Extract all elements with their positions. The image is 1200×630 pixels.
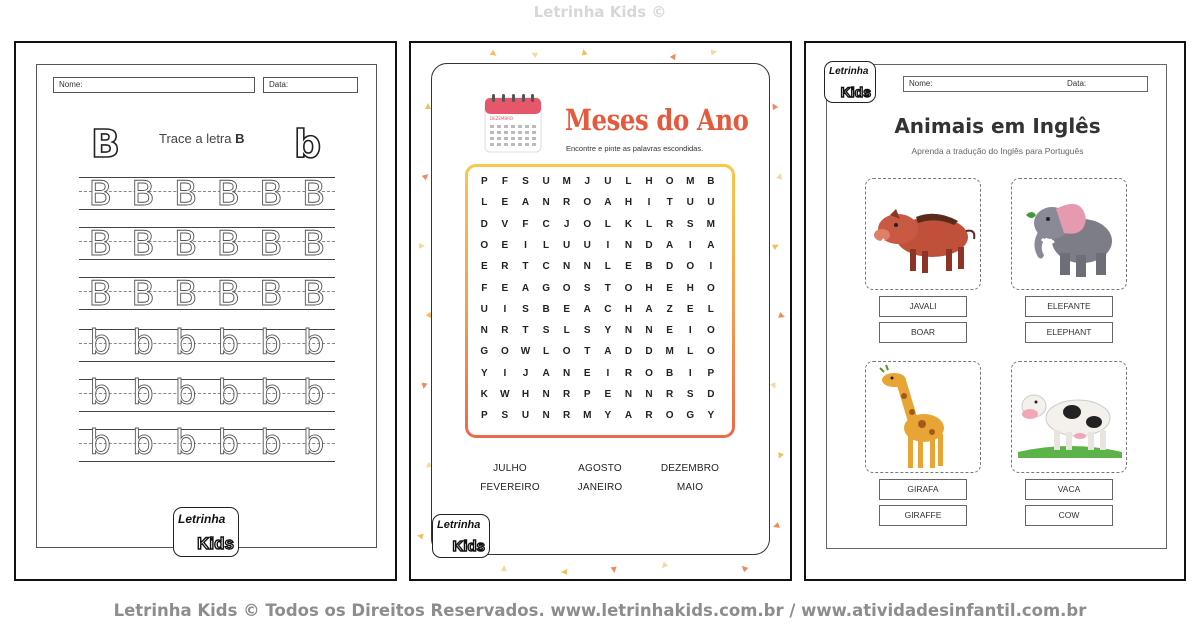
grid-letter[interactable]: O (624, 282, 633, 294)
trace-letter: B (131, 274, 155, 314)
worksheet-frame (36, 64, 377, 553)
grid-letter[interactable]: M (686, 176, 695, 187)
grid-letter[interactable]: E (666, 325, 673, 337)
grid-letter[interactable]: M (583, 410, 592, 422)
page-subtitle: Aprenda a tradução do Inglês para Português (911, 146, 1084, 156)
grid-letter[interactable]: O (706, 346, 715, 358)
grid-letter[interactable]: L (481, 197, 488, 209)
grid-letter[interactable]: D (645, 346, 653, 358)
grid-letter[interactable]: U (583, 239, 591, 251)
confetti-triangle (419, 243, 425, 249)
grid-letter[interactable]: M (562, 176, 571, 187)
trace-letter: b (132, 373, 154, 413)
grid-letter[interactable]: H (624, 303, 633, 315)
grid-letter[interactable]: D (624, 346, 633, 358)
grid-letter[interactable]: N (624, 239, 633, 251)
trace-letter: B (259, 274, 283, 314)
grid-letter[interactable]: S (522, 303, 529, 315)
confetti-triangle (416, 532, 423, 539)
grid-letter[interactable]: R (563, 410, 571, 422)
grid-letter[interactable]: L (687, 346, 694, 358)
grid-letter[interactable]: L (543, 346, 550, 358)
grid-letter[interactable]: A (521, 282, 530, 294)
grid-letter[interactable]: D (666, 261, 674, 273)
grid-row (474, 176, 721, 187)
trace-row (79, 323, 335, 369)
grid-letter[interactable]: S (583, 282, 591, 294)
grid-letter[interactable]: H (645, 176, 653, 187)
trace-letter: B (301, 174, 326, 214)
word-search-grid (465, 164, 735, 438)
grid-letter[interactable]: I (606, 367, 610, 379)
label-en-elephant: ELEPHANT (1025, 322, 1113, 343)
animal-card-cow (1011, 361, 1127, 473)
trace-letter: B (301, 224, 326, 264)
grid-row (474, 410, 721, 421)
grid-letter[interactable]: R (645, 410, 653, 422)
grid-letter[interactable]: U (563, 239, 571, 251)
grid-letter[interactable]: U (707, 197, 715, 209)
grid-letter[interactable]: O (665, 176, 674, 187)
grid-letter[interactable]: I (688, 325, 692, 337)
grid-letter[interactable]: T (666, 197, 673, 209)
trace-letter: B (88, 224, 112, 264)
grid-letter[interactable]: I (647, 197, 651, 209)
confetti-triangle (772, 522, 780, 530)
grid-letter[interactable]: S (542, 325, 550, 337)
grid-row (474, 283, 721, 294)
grid-letter[interactable]: L (604, 261, 611, 273)
trace-letter: b (132, 323, 154, 363)
grid-letter[interactable]: L (645, 218, 653, 230)
grid-letter[interactable]: S (522, 176, 529, 187)
grid-letter[interactable]: E (686, 303, 694, 315)
confetti-triangle (776, 172, 783, 179)
grid-row (474, 368, 721, 379)
word-item: JANEIRO (577, 482, 623, 493)
trace-letter: b (89, 423, 112, 463)
grid-letter[interactable]: O (706, 325, 715, 337)
confetti-triangle (740, 564, 748, 572)
grid-row (474, 346, 721, 357)
grid-row (474, 325, 721, 336)
page-title: Meses do Ano (565, 103, 749, 137)
trace-letter: B (259, 224, 283, 264)
grid-letter[interactable]: N (542, 197, 550, 209)
grid-letter[interactable]: U (521, 410, 530, 422)
word-item: JULHO (493, 463, 527, 474)
page-title: Animais em Inglês (894, 114, 1101, 138)
grid-letter[interactable]: A (645, 303, 653, 315)
trace-letter: B (301, 274, 326, 314)
trace-letter: b (217, 323, 240, 363)
label-pt-elephant: ELEFANTE (1025, 296, 1113, 317)
grid-row (474, 389, 721, 400)
grid-letter[interactable]: L (625, 176, 632, 187)
grid-letter[interactable]: R (624, 367, 633, 379)
trace-letter: b (89, 373, 112, 413)
grid-letter[interactable]: T (604, 282, 611, 294)
grid-letter[interactable]: L (707, 303, 714, 315)
grid-letter[interactable]: O (706, 282, 715, 294)
confetti-triangle (660, 562, 668, 570)
grid-letter[interactable]: N (542, 410, 550, 422)
animal-card-elephant (1011, 178, 1127, 290)
grid-letter[interactable]: K (480, 389, 488, 400)
grid-row (474, 219, 721, 230)
grid-letter[interactable]: N (624, 325, 633, 337)
grid-letter[interactable]: F (501, 176, 508, 187)
grid-letter[interactable]: H (521, 389, 530, 400)
letrinha-kids-logo: Letrinha Kids (173, 507, 239, 557)
grid-letter[interactable]: A (604, 197, 612, 209)
grid-letter[interactable]: N (645, 389, 653, 400)
grid-letter[interactable]: R (501, 325, 509, 337)
grid-letter[interactable]: V (501, 218, 509, 230)
confetti-triangle (778, 312, 786, 320)
confetti-triangle (580, 48, 587, 55)
trace-letter: B (216, 174, 240, 214)
trace-letter: b (174, 373, 197, 413)
grid-letter[interactable]: A (666, 239, 674, 251)
grid-letter[interactable]: B (645, 261, 653, 273)
trace-letter: B (131, 224, 155, 264)
grid-letter[interactable]: I (688, 367, 692, 379)
grid-letter[interactable]: Y (480, 367, 488, 379)
label-en-boar: BOAR (879, 322, 967, 343)
trace-letter: b (132, 423, 154, 463)
grid-letter[interactable]: B (666, 367, 674, 379)
grid-letter[interactable]: E (666, 282, 673, 294)
grid-letter[interactable]: H (624, 197, 633, 209)
confetti-triangle (501, 565, 507, 571)
label-pt-cow: VACA (1025, 479, 1113, 500)
svg-text:DEZEMBRO: DEZEMBRO (490, 116, 513, 121)
grid-letter[interactable]: I (503, 367, 507, 379)
grid-letter[interactable]: U (686, 197, 694, 209)
grid-letter[interactable]: K (624, 218, 633, 230)
worksheet-animals-english[interactable] (804, 41, 1186, 581)
grid-letter[interactable]: N (563, 367, 571, 379)
grid-letter[interactable]: B (707, 176, 715, 187)
grid-letter[interactable]: P (707, 367, 715, 379)
trace-letter: B (173, 224, 198, 264)
confetti-triangle (421, 383, 428, 390)
grid-letter[interactable]: E (501, 282, 509, 294)
trace-letter: b (89, 323, 112, 363)
trace-letter: B (216, 224, 240, 264)
grid-letter[interactable]: H (686, 282, 694, 294)
grid-letter[interactable]: I (709, 261, 713, 273)
grid-letter[interactable]: E (480, 261, 488, 273)
grid-letter[interactable]: C (542, 261, 550, 273)
trace-letter: b (260, 373, 282, 413)
grid-letter[interactable]: R (666, 218, 674, 230)
calendar-icon (484, 92, 542, 154)
grid-letter[interactable]: N (583, 261, 591, 273)
grid-letter[interactable]: R (666, 389, 674, 400)
grid-letter[interactable]: J (522, 367, 529, 379)
grid-letter[interactable]: Y (604, 325, 612, 337)
confetti-triangle (770, 382, 778, 390)
label-pt-giraffe: GIRAFA (879, 479, 967, 500)
grid-letter[interactable]: T (522, 261, 529, 273)
worksheet-letter-tracing[interactable] (14, 41, 397, 581)
grid-letter[interactable]: G (542, 282, 550, 294)
grid-letter[interactable]: I (503, 303, 507, 315)
grid-letter[interactable]: Y (604, 410, 612, 422)
trace-row (79, 224, 335, 267)
grid-letter[interactable]: D (707, 389, 715, 400)
word-item: FEVEREIRO (480, 482, 540, 493)
grid-letter[interactable]: L (543, 239, 550, 251)
worksheet-frame (826, 64, 1167, 549)
page-subtitle: Encontre e pinte as palavras escondidas. (566, 144, 704, 153)
uppercase-letter: B (91, 122, 120, 166)
grid-letter[interactable]: L (604, 218, 611, 230)
grid-row (474, 304, 721, 315)
confetti-triangle (490, 50, 498, 58)
grid-letter[interactable]: O (583, 218, 592, 230)
grid-letter[interactable]: O (480, 239, 489, 251)
grid-letter[interactable]: F (481, 282, 488, 294)
grid-letter[interactable]: R (563, 197, 571, 209)
trace-row (79, 274, 335, 317)
worksheet-frame (431, 63, 770, 555)
grid-letter[interactable]: E (625, 261, 632, 273)
label-pt-boar: JAVALI (879, 296, 967, 317)
grid-letter[interactable]: N (645, 325, 653, 337)
confetti-triangle (710, 48, 717, 55)
cow-icon (1012, 362, 1128, 474)
grid-letter[interactable]: T (584, 346, 591, 358)
trace-letter: B (88, 174, 112, 214)
elephant-icon (1012, 179, 1128, 291)
letrinha-kids-logo: Letrinha Kids (824, 61, 876, 103)
worksheet-word-search[interactable] (409, 41, 792, 581)
grid-letter[interactable]: Z (666, 303, 673, 315)
word-item: AGOSTO (578, 463, 622, 474)
trace-letter: B (173, 274, 198, 314)
watermark: Letrinha Kids © (533, 3, 667, 21)
grid-letter[interactable]: O (686, 261, 695, 273)
name-date-field: Nome: Data: (903, 76, 1148, 92)
grid-letter[interactable]: R (563, 389, 571, 400)
grid-letter[interactable]: N (542, 389, 550, 400)
grid-letter[interactable]: I (688, 239, 692, 251)
grid-letter[interactable]: E (583, 367, 591, 379)
grid-letter[interactable]: D (480, 218, 488, 230)
grid-letter[interactable]: I (524, 239, 527, 251)
trace-letter: B (259, 174, 283, 214)
trace-letter: B (88, 274, 112, 314)
grid-letter[interactable]: I (606, 239, 610, 251)
grid-letter[interactable]: O (665, 410, 674, 422)
grid-letter[interactable]: E (604, 389, 612, 400)
trace-letter: b (174, 323, 197, 363)
grid-letter[interactable]: M (706, 218, 715, 230)
grid-letter[interactable]: E (501, 239, 509, 251)
confetti-triangle (770, 102, 778, 110)
grid-letter[interactable]: G (480, 346, 489, 358)
grid-letter[interactable]: R (501, 261, 509, 273)
confetti-triangle (776, 452, 784, 460)
grid-letter[interactable]: C (604, 303, 612, 315)
animal-card-boar (865, 178, 981, 290)
grid-row (474, 197, 721, 208)
grid-letter[interactable]: S (583, 325, 591, 337)
trace-row (79, 423, 335, 469)
word-list (465, 463, 735, 493)
grid-letter[interactable]: C (542, 218, 550, 230)
grid-letter[interactable]: L (563, 325, 570, 337)
confetti-triangle (530, 50, 538, 58)
grid-row (474, 261, 721, 272)
grid-letter[interactable]: N (563, 261, 571, 273)
animal-card-giraffe (865, 361, 981, 473)
grid-letter[interactable]: O (562, 346, 571, 358)
grid-letter[interactable]: S (501, 410, 509, 422)
trace-letter: b (302, 423, 325, 463)
confetti-triangle (422, 172, 430, 180)
grid-letter[interactable]: A (604, 346, 612, 358)
confetti-triangle (611, 567, 618, 574)
grid-letter[interactable]: N (480, 325, 488, 337)
grid-letter[interactable]: G (686, 410, 695, 422)
trace-row (79, 174, 335, 217)
grid-letter[interactable]: E (501, 197, 509, 209)
boar-icon (866, 179, 982, 291)
grid-letter[interactable]: H (645, 282, 653, 294)
trace-letter: b (260, 423, 282, 463)
trace-letter: B (173, 174, 198, 214)
trace-letter: B (216, 274, 240, 314)
grid-letter[interactable]: P (583, 389, 591, 400)
grid-letter[interactable]: A (707, 239, 715, 251)
word-item: DEZEMBRO (660, 463, 720, 474)
copyright-footer: Letrinha Kids © Todos os Direitos Reservados. www.letrinhakids.com.br / www.atividadesinfantil.com.br (113, 601, 1087, 620)
grid-letter[interactable]: F (522, 218, 529, 230)
trace-row (79, 373, 335, 419)
grid-letter[interactable]: D (645, 239, 653, 251)
label-en-giraffe: GIRAFFE (879, 505, 967, 526)
grid-letter[interactable]: B (542, 303, 550, 315)
giraffe-icon (866, 362, 982, 474)
grid-letter[interactable]: U (542, 176, 550, 187)
lowercase-letter: b (294, 122, 322, 166)
confetti-triangle (670, 52, 678, 60)
confetti-triangle (772, 242, 780, 250)
grid-letter[interactable]: P (480, 410, 488, 422)
grid-letter[interactable]: T (522, 325, 529, 337)
grid-letter[interactable]: E (563, 303, 570, 315)
grid-letter[interactable]: W (500, 389, 510, 400)
grid-letter[interactable]: S (686, 218, 694, 230)
grid-letter[interactable]: N (624, 389, 633, 400)
grid-letter[interactable]: J (563, 218, 570, 230)
word-item: MAIO (676, 482, 704, 493)
trace-letter: B (131, 174, 155, 214)
trace-letter: b (174, 423, 197, 463)
grid-letter[interactable]: O (645, 367, 653, 379)
grid-letter[interactable]: W (520, 346, 531, 358)
grid-letter[interactable]: A (583, 303, 591, 315)
grid-letter[interactable]: O (501, 346, 509, 358)
grid-letter[interactable]: P (480, 176, 488, 187)
trace-letter: b (302, 373, 325, 413)
confetti-triangle (561, 569, 567, 575)
date-field: Data: (263, 77, 358, 93)
grid-letter[interactable]: U (604, 176, 612, 187)
label-en-cow: COW (1025, 505, 1113, 526)
letrinha-kids-logo: Letrinha Kids (432, 514, 490, 558)
grid-letter[interactable]: S (686, 389, 694, 400)
trace-letter: b (217, 373, 240, 413)
grid-letter[interactable]: A (542, 367, 550, 379)
grid-letter[interactable]: A (521, 197, 530, 209)
grid-letter[interactable]: U (480, 303, 488, 315)
grid-letter[interactable]: O (562, 282, 571, 294)
trace-letter: b (217, 423, 240, 463)
grid-letter[interactable]: J (584, 176, 591, 187)
trace-letter: b (302, 323, 325, 363)
grid-letter[interactable]: O (583, 197, 592, 209)
name-field: Nome: (53, 77, 255, 93)
grid-row (474, 240, 721, 251)
trace-instruction: Trace a letra B (159, 131, 245, 146)
grid-letter[interactable]: Y (707, 410, 715, 422)
grid-letter[interactable]: A (624, 410, 633, 422)
grid-letter[interactable]: M (665, 346, 674, 358)
trace-letter: b (260, 323, 282, 363)
